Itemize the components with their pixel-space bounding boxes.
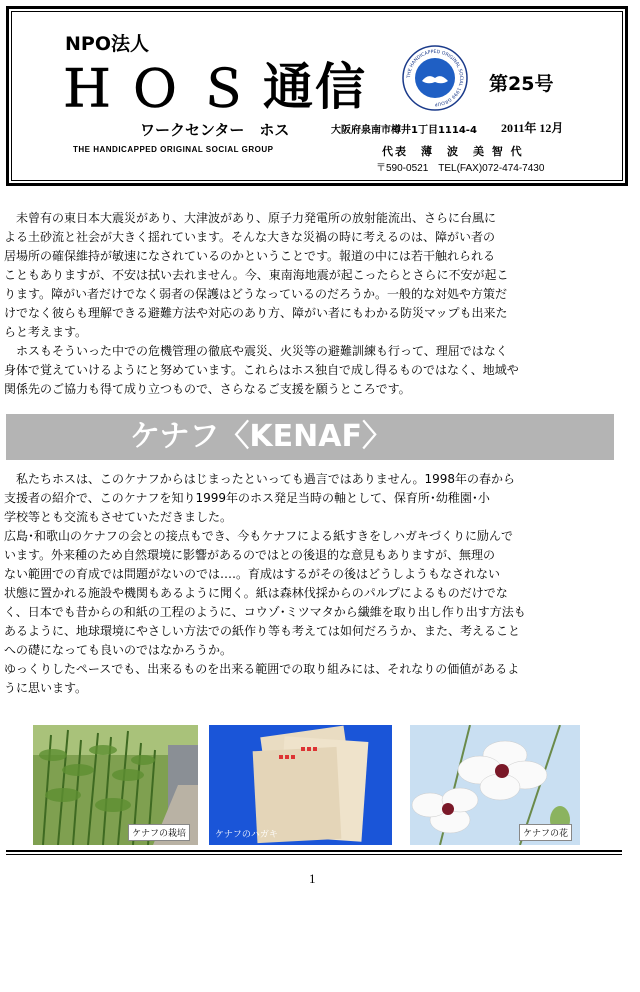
- photo-kenaf-flower: [410, 725, 580, 845]
- intro-line: ります。障がい者だけでなく弱者の保護はどうなっているのだろうか。一般的な対処や方策だ: [4, 287, 508, 301]
- work-center-name: ワークセンター ホス: [140, 121, 290, 139]
- intro-line: ホスもそういった中での危機管理の徹底や震災、火災等の避難訓練も行って、理屈ではなく: [4, 344, 508, 358]
- intro-line: 未曾有の東日本大震災があり、大津波があり、原子力発電所の放射能流出、さらに台風に: [4, 211, 497, 225]
- photo-caption: ケナフのハガキ: [215, 830, 278, 840]
- kenaf-line: 広島･和歌山のケナフの会との接点もでき、今もケナフによる紙すきをしハガキづくりに励んで: [4, 529, 514, 543]
- kenaf-line: ない範囲での育成では問題がないのでは‥‥。育成はするがその後はどうしようもなされない: [4, 567, 501, 581]
- english-group-name: THE HANDICAPPED ORIGINAL SOCIAL GROUP: [73, 145, 274, 154]
- logo-ring-text: THE HANDICAPPED ORIGINAL SOCIAL 1999 GROUP: [406, 49, 464, 107]
- photo-kenaf-cultivation: [33, 725, 198, 845]
- footer-rule-thin: [6, 854, 622, 855]
- kenaf-line: ゆっくりしたペースでも、出来るものを出来る範囲での取り組みには、それなりの価値があるよ: [4, 662, 520, 676]
- intro-line: 居場所の確保維持が敏速になされているのかということです。報道の中には若干触れられる: [4, 249, 496, 263]
- intro-line: こともありますが、不安は拭い去れません。今、東南海地震が起こったらとさらに不安が起こ: [4, 268, 509, 282]
- footer-rule: [6, 850, 622, 852]
- intro-line: けでなく彼らも理解できる避難方法や対応のあり方、障がい者にもわかる防災マップも出来た: [4, 306, 508, 320]
- npo-label: NPO法人: [65, 33, 149, 55]
- issue-date: 2011年 12月: [501, 121, 564, 135]
- representative: 代表 薄 波 美 智 代: [382, 145, 524, 158]
- kenaf-line: います。外来種のため自然環境に影響があるのではとの後退的な意見もありますが、無理の: [4, 548, 496, 562]
- hos-logo-icon: [402, 45, 468, 111]
- kenaf-line: 状態に置かれる施設や機関もあるように聞く。紙は森林伐採からのパルプによるものだけでな: [4, 586, 508, 600]
- zip-tel: 〒590-0521 TEL(FAX)072-474-7430: [376, 163, 545, 174]
- kenaf-line: への礎になっても良いのではなかろうか。: [4, 643, 233, 657]
- kenaf-line: く、日本でも昔からの和紙の工程のように、コウゾ･ミツマタから繊維を取り出し作り出す方法も: [4, 605, 526, 619]
- intro-line: 関係先のご協力も得て成り立つもので、さらなるご支援を願うところです。: [4, 382, 411, 396]
- issue-number: 第25号: [489, 73, 554, 95]
- masthead-tsushin: 通信: [263, 58, 367, 116]
- intro-line: らと考えます。: [4, 325, 88, 339]
- address: 大阪府泉南市樽井1丁目1114-4: [331, 125, 477, 136]
- kenaf-line: 支援者の紹介で、このケナフを知り1999年のホス発足当時の軸として、保育所･幼稚園･小: [4, 491, 490, 505]
- svg-text:THE HANDICAPPED ORIGINAL SOCIA: [406, 49, 464, 107]
- photo-caption: ケナフの栽培: [128, 824, 190, 841]
- kenaf-line: うに思います。: [4, 681, 88, 695]
- masthead-hos: ＨＯＳ: [62, 61, 266, 117]
- kenaf-line: 学校等とも交流もさせていただきました。: [4, 510, 233, 524]
- kenaf-line: 私たちホスは、このケナフからはじまったといっても過言ではありません。1998年の春から: [4, 472, 516, 486]
- intro-line: よる土砂流と社会が大きく揺れています。そんな大きな災禍の時に考えるのは、障がい者の: [4, 230, 496, 244]
- masthead: [6, 6, 628, 186]
- intro-text: [4, 209, 630, 399]
- kenaf-text: [4, 470, 630, 698]
- kenaf-title: ケナフ〈KENAF〉: [130, 419, 392, 454]
- photo-kenaf-postcard: [209, 725, 392, 845]
- kenaf-line: あるように、地球環境にやさしい方法での紙作り等も考えては如何だろうか、また、考えること: [4, 624, 521, 638]
- page-number: 1: [309, 871, 316, 886]
- intro-line: 身体で覚えていけるようにと努めています。これらはホス独自で成し得るものではなく、地域や: [4, 363, 519, 377]
- kenaf-banner: [6, 414, 614, 460]
- photo-caption: ケナフの花: [519, 824, 572, 841]
